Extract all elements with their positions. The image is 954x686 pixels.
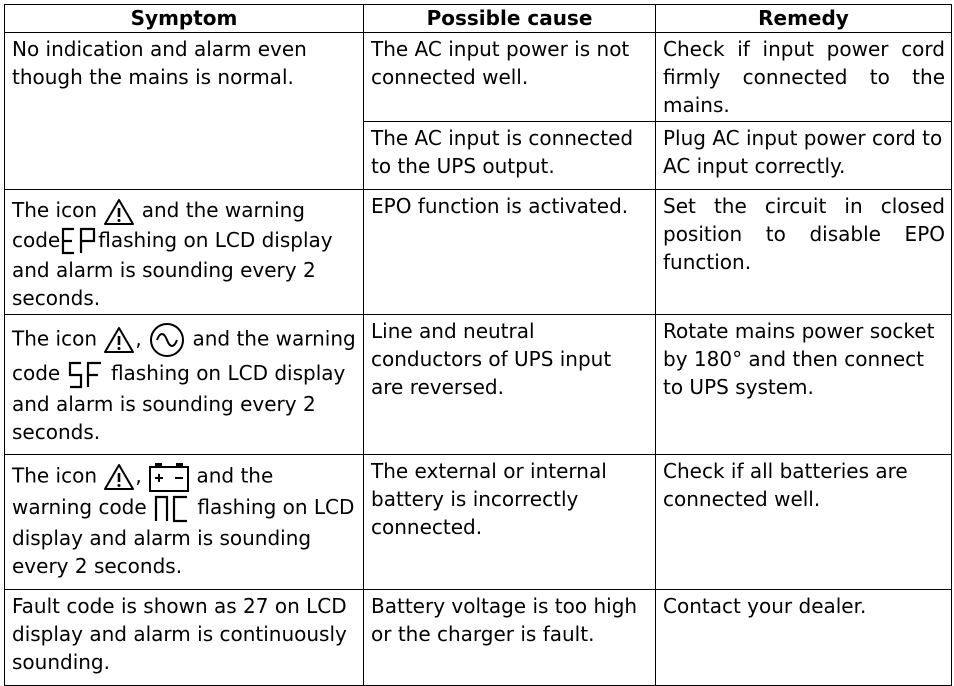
- table-row: [5, 455, 952, 590]
- cause-text: The external or internal battery is incorrectly connected.: [371, 459, 607, 539]
- cause-cell: [364, 190, 656, 315]
- header-remedy: Remedy: [656, 5, 952, 33]
- symptom-cell: [5, 33, 364, 190]
- warning-triangle-icon: [103, 326, 135, 354]
- cause-cell: [364, 33, 656, 122]
- ac-sine-icon: [148, 321, 186, 359]
- cause-text: The AC input power is not connected well.: [371, 37, 630, 89]
- table-row: [5, 33, 952, 122]
- symptom-text: No indication and alarm even though the mains is normal.: [12, 37, 307, 89]
- remedy-cell: [656, 190, 952, 315]
- cause-cell: [364, 590, 656, 686]
- remedy-cell: [656, 122, 952, 190]
- battery-icon: [148, 461, 190, 493]
- header-cause: Possible cause: [364, 5, 656, 33]
- cause-cell: [364, 455, 656, 590]
- remedy-cell: [656, 590, 952, 686]
- table-row: [5, 190, 952, 315]
- header-row: [5, 5, 952, 33]
- remedy-cell: [656, 315, 952, 455]
- cause-text: The AC input is connected to the UPS output.: [371, 126, 634, 178]
- symptom-cell: [5, 590, 364, 686]
- remedy-text: Rotate mains power socket by 180° and then connect to UPS system.: [663, 319, 935, 399]
- warning-triangle-icon: [103, 463, 135, 491]
- cause-text: Line and neutral conductors of UPS input are reversed.: [371, 319, 612, 399]
- remedy-text: Set the circuit in closed position to disable EPO function.: [663, 194, 945, 274]
- table-row: [5, 315, 952, 455]
- warning-code-ep-icon: [60, 226, 98, 256]
- cause-cell: [364, 122, 656, 190]
- remedy-cell: [656, 455, 952, 590]
- remedy-text: Check if input power cord firmly connected to the mains.: [663, 37, 945, 117]
- remedy-text: Check if all batteries are connected well.: [663, 459, 908, 511]
- table-row: [5, 590, 952, 686]
- warning-triangle-icon: [103, 198, 135, 226]
- remedy-text: Plug AC input power cord to AC input correctly.: [663, 126, 943, 178]
- troubleshooting-table: [4, 4, 952, 686]
- cause-text: Battery voltage is too high or the charger is fault.: [371, 594, 638, 646]
- warning-code-sf-icon: [67, 360, 105, 390]
- warning-code-nc-icon: [153, 494, 191, 524]
- symptom-cell: The icon , and the warning code flashing on LCD display and alarm is sounding every 2 seconds.: [5, 455, 364, 590]
- symptom-cell: The icon , and the warning code flashing on LCD display and alarm is sounding every 2 seconds.: [5, 315, 364, 455]
- remedy-text: Contact your dealer.: [663, 594, 867, 618]
- symptom-cell: The icon and the warning code flashing on LCD display and alarm is sounding every 2 seconds.: [5, 190, 364, 315]
- cause-text: EPO function is activated.: [371, 194, 629, 218]
- symptom-text: Fault code is shown as 27 on LCD display and alarm is continuously sounding.: [12, 594, 347, 674]
- header-symptom: Symptom: [5, 5, 364, 33]
- remedy-cell: [656, 33, 952, 122]
- cause-cell: [364, 315, 656, 455]
